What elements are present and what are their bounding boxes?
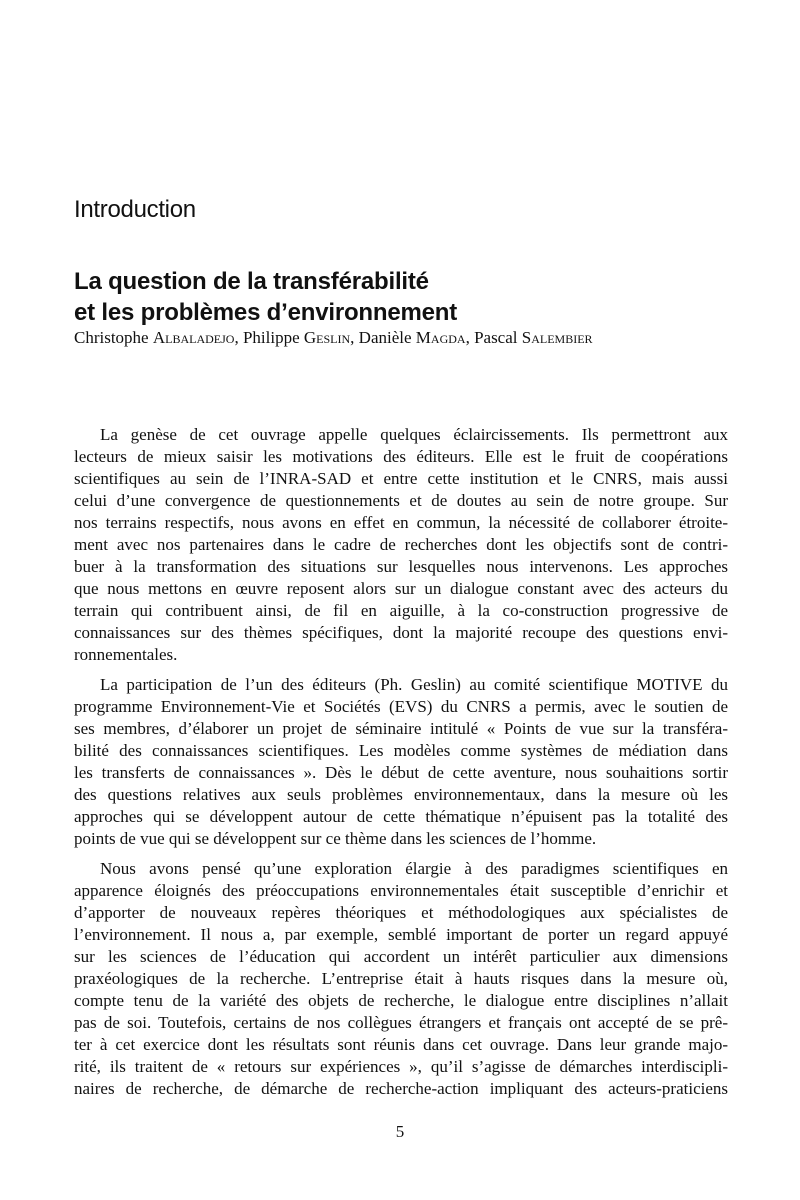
author-first-name: Pascal	[474, 328, 518, 347]
text-line: buer à la transformation des situations sur lesquelles nous intervenons. Les approches	[74, 557, 728, 576]
text-line: rité, ils traitent de « retours sur expériences », qu’il s’agisse de démarches interdiscipli-	[74, 1057, 728, 1076]
author	[474, 328, 592, 347]
text-line: celui d’une convergence de questionnements et de doutes au sein de notre groupe. Sur	[74, 491, 728, 510]
text-line: ronnementales.	[74, 645, 178, 664]
paragraph	[74, 424, 728, 666]
text-line: lecteurs de mieux saisir les motivations des éditeurs. Elle est le fruit de coopérations	[74, 447, 728, 466]
section-label: Introduction	[74, 196, 196, 223]
author-first-name: Danièle	[358, 328, 412, 347]
paragraph	[74, 858, 728, 1100]
author-last-name: Geslin	[303, 328, 351, 347]
text-line: approches qui se développent autour de cette thématique n’épuisent pas la totalité des	[74, 807, 728, 826]
text-line: La genèse de cet ouvrage appelle quelques éclaircissements. Ils permettront aux	[100, 425, 728, 444]
text-line: connaissances sur des thèmes spécifiques, dont la majorité recoupe des questions envi-	[74, 623, 728, 642]
text-line: l’environnement. Il nous a, par exemple, semblé important de porter un regard appuyé	[74, 925, 728, 944]
author	[359, 328, 466, 347]
author-first-name: Philippe	[242, 328, 300, 347]
author-list: Christophe Albaladejo, Philippe Geslin, Danièle Magda, Pascal Salembier	[74, 328, 593, 347]
text-line: nos terrains respectifs, nous avons en effet en commun, la nécessité de collaborer étroite-	[74, 513, 728, 532]
text-line: La participation de l’un des éditeurs (Ph. Geslin) au comité scientifique MOTIVE du	[100, 675, 728, 694]
text-line: les transferts de connaissances ». Dès le début de cette aventure, nous souhaitions sortir	[74, 763, 728, 782]
paragraph	[74, 674, 728, 850]
text-line: apparence éloignés des préoccupations environnementales était susceptible d’enrichir et	[74, 881, 728, 900]
text-line: d’apporter de nouveaux repères théoriques et méthodologiques aux spécialistes de	[74, 903, 728, 922]
author-last-name: Magda	[415, 328, 466, 347]
text-line: scientifiques au sein de l’INRA-SAD et entre cette institution et le CNRS, mais aussi	[74, 469, 728, 488]
text-line: programme Environnement-Vie et Sociétés (EVS) du CNRS a permis, avec le soutien de	[74, 697, 728, 716]
author-last-name: Salembier	[521, 328, 593, 347]
body-text	[74, 424, 728, 1108]
text-line: que nous mettons en œuvre reposent alors sur un dialogue constant avec des acteurs du	[74, 579, 728, 598]
author-last-name: Albaladejo	[152, 328, 235, 347]
chapter-title-line: et les problèmes d’environnement	[74, 299, 458, 327]
text-line: bilité des connaissances scientifiques. Les modèles comme systèmes de médiation dans	[74, 741, 728, 760]
text-line: terrain qui contribuent ainsi, de fil en aiguille, à la co-construction progressive de	[74, 601, 728, 620]
page-number: 5	[395, 1122, 405, 1141]
text-line: pas de soi. Toutefois, certains de nos collègues étrangers et français ont accepté de se prê-	[74, 1013, 728, 1032]
text-line: ment avec nos partenaires dans le cadre de recherches dont les objectifs sont de contri-	[74, 535, 728, 554]
text-line: praxéologiques de la recherche. L’entreprise était à hauts risques dans la mesure où,	[74, 969, 728, 988]
text-line: compte tenu de la variété des objets de recherche, le dialogue entre disciplines n’allait	[74, 991, 728, 1010]
author	[243, 328, 350, 347]
author-first-name: Christophe	[74, 328, 149, 347]
chapter-title-line: La question de la transférabilité	[74, 268, 429, 296]
author	[74, 328, 234, 347]
chapter-title	[74, 266, 714, 328]
text-line: ter à cet exercice dont les résultats sont réunis dans cet ouvrage. Dans leur grande majo-	[74, 1035, 728, 1054]
text-line: des questions relatives aux seuls problèmes environnementaux, dans la mesure où les	[74, 785, 728, 804]
text-line: points de vue qui se développent sur ce thème dans les sciences de l’homme.	[74, 829, 597, 848]
text-line: naires de recherche, de démarche de recherche-action impliquant des acteurs-praticiens	[74, 1079, 728, 1098]
text-line: sur les sciences de l’éducation qui accordent un intérêt particulier aux dimensions	[74, 947, 728, 966]
text-line: ses membres, d’élaborer un projet de séminaire intitulé « Points de vue sur la transféra-	[74, 719, 728, 738]
text-line: Nous avons pensé qu’une exploration élargie à des paradigmes scientifiques en	[100, 859, 728, 878]
